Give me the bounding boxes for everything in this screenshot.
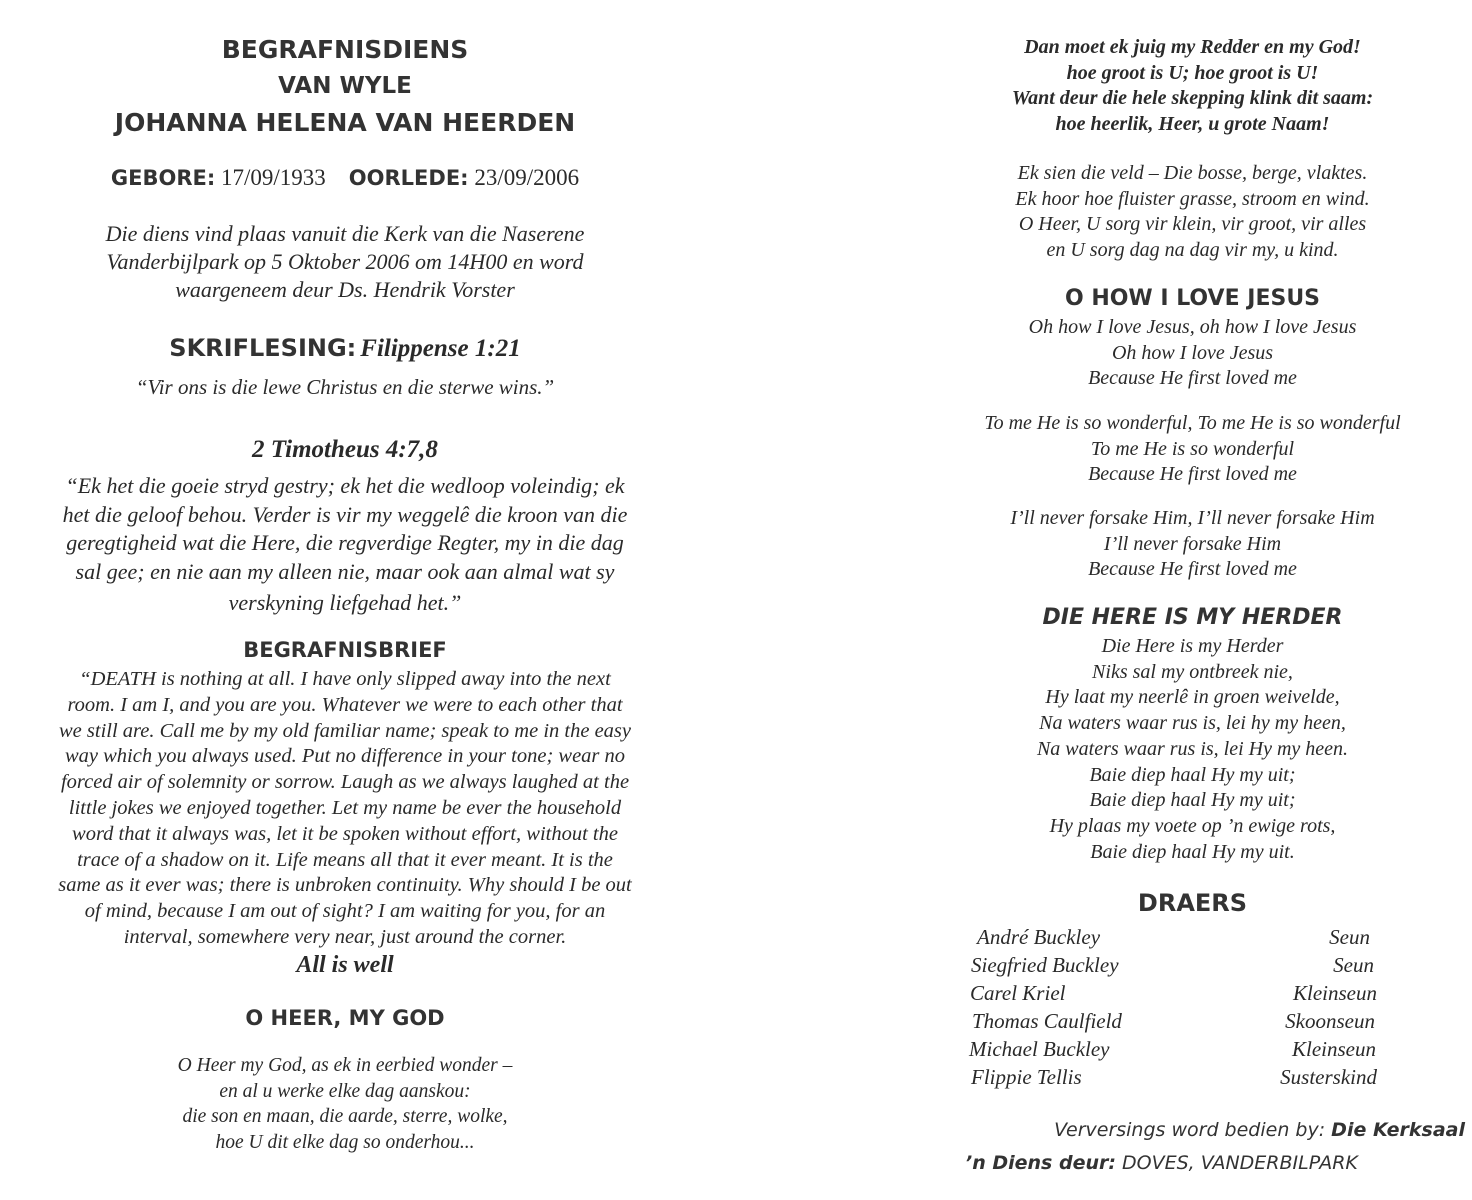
letter-line: little jokes we enjoyed together. Let my name be ever the household: [68, 796, 622, 819]
pallbearer-row: [965, 1037, 1400, 1065]
letter-heading: BEGRAFNISBRIEF: [243, 638, 447, 662]
song-line: Baie diep haal Hy my uit.: [1090, 840, 1295, 863]
song-line: To me He is so wonderful, To me He is so wonderful: [984, 412, 1401, 434]
pallbearer-name: Siegfried Buckley: [971, 953, 1119, 977]
letter-line: interval, somewhere very near, just around the corner.: [123, 925, 567, 948]
song2-stanza-1: [945, 315, 1440, 392]
song-line: I’ll never forsake Him: [1103, 532, 1282, 555]
letter-line: way which you always used. Put no difference in your tone; wear no: [64, 745, 626, 768]
service-intro: [20, 220, 670, 304]
song-line: To me He is so wonderful: [1090, 437, 1295, 460]
letter-line: we still are. Call me by my old familiar name; speak to me in the easy: [59, 719, 631, 742]
hymn-heading: O HEER, MY GOD: [245, 1006, 445, 1030]
scripture-quote-1: “Vir ons is die lewe Christus en die sterwe wins.”: [135, 375, 555, 399]
pallbearer-relation: Seun: [1333, 953, 1374, 977]
quote-line: verskyning liefgehad het.”: [228, 590, 462, 615]
hymn-verse: [20, 1053, 670, 1155]
quote-line: “Ek het die goeie stryd gestry; ek het die wedloop voleindig; ek: [65, 473, 625, 498]
song-line: I’ll never forsake Him, I’ll never forsake Him: [1010, 507, 1375, 529]
pallbearer-row: [965, 1065, 1400, 1093]
intro-line: Die diens vind plaas vanuit die Kerk van die Naserene: [105, 221, 585, 246]
song-line: Die Here is my Herder: [1101, 635, 1284, 657]
born-label: GEBORE:: [110, 166, 216, 190]
song-line: Oh how I love Jesus, oh how I love Jesus: [1028, 316, 1357, 338]
hymn-line: O Heer my God, as ek in eerbied wonder –: [177, 1055, 513, 1076]
service-provider-line: [945, 1152, 1465, 1174]
funeral-letter: [20, 667, 670, 951]
intro-line: Vanderbijlpark op 5 Oktober 2006 om 14H00 en word: [106, 249, 584, 274]
scripture-quote-2: [20, 472, 670, 618]
pallbearer-relation: Kleinseun: [1293, 981, 1377, 1005]
chorus-line: hoe heerlik, Heer, u grote Naam!: [1055, 112, 1330, 135]
pallbearer-relation: Kleinseun: [1292, 1037, 1376, 1061]
pallbearers-heading: DRAERS: [1137, 889, 1248, 917]
pallbearer-relation: Susterskind: [1280, 1065, 1377, 1089]
song2-heading: O HOW I LOVE JESUS: [1064, 286, 1321, 311]
song3-heading: DIE HERE IS MY HERDER: [1042, 605, 1343, 630]
letter-line: of mind, because I am out of sight? I am waiting for you, for an: [84, 900, 606, 923]
hymn-line: die son en maan, die aarde, sterre, wolke,: [182, 1106, 508, 1127]
pallbearer-row: [965, 953, 1400, 981]
letter-line: room. I am I, and you are you. Whatever we were to each other that: [67, 693, 623, 716]
service-provider-label: ’n Diens deur:: [965, 1152, 1116, 1174]
died-label: OORLEDE:: [348, 166, 469, 190]
verse-line: Ek sien die veld – Die bosse, berge, vlaktes.: [1017, 162, 1368, 184]
refreshments-line: [945, 1119, 1465, 1141]
scripture-heading: [20, 334, 670, 363]
hymn-line: hoe U dit elke dag so onderhou...: [215, 1131, 475, 1153]
song-line: Na waters waar rus is, lei Hy my heen.: [1036, 737, 1349, 760]
scripture-ref-2: 2 Timotheus 4:7,8: [252, 436, 438, 463]
dates-line: [20, 165, 670, 191]
song-line: Hy plaas my voete op ’n ewige rots,: [1049, 814, 1336, 837]
pallbearer-name: Flippie Tellis: [971, 1065, 1082, 1089]
pallbearer-name: Michael Buckley: [969, 1037, 1110, 1061]
quote-line: het die geloof behou. Verder is vir my weggelê die kroon van die: [62, 501, 628, 527]
pallbearer-relation: Seun: [1329, 925, 1370, 949]
title-line-1: BEGRAFNISDIENS: [221, 35, 469, 64]
letter-line: trace of a shadow on it. Life means all that it ever meant. It is the: [77, 848, 613, 871]
song-line: Baie diep haal Hy my uit;: [1089, 789, 1296, 812]
intro-line: waargeneem deur Ds. Hendrik Vorster: [175, 277, 515, 302]
song-line: Baie diep haal Hy my uit;: [1089, 763, 1296, 786]
song-line: Hy laat my neerlê in groen weivelde,: [1045, 686, 1340, 709]
song-line: Na waters waar rus is, lei hy my heen,: [1039, 712, 1346, 735]
pallbearer-name: Thomas Caulfield: [972, 1009, 1122, 1033]
song-line: Oh how I love Jesus: [1111, 341, 1274, 364]
scripture-ref-1: Filippense 1:21: [360, 335, 521, 362]
pallbearer-name: Carel Kriel: [970, 981, 1066, 1005]
song2-stanza-3: [945, 506, 1440, 583]
letter-line: “DEATH is nothing at all. I have only slipped away into the next: [79, 668, 611, 690]
service-provider-name: DOVES, VANDERBILPARK: [1122, 1152, 1358, 1174]
verse-line: en U sorg dag na dag vir my, u kind.: [1046, 238, 1339, 261]
pallbearer-relation: Skoonseun: [1285, 1009, 1375, 1033]
pallbearer-row: [965, 925, 1400, 953]
hymn-chorus: [945, 35, 1440, 137]
chorus-line: hoe groot is U; hoe groot is U!: [1066, 61, 1319, 84]
quote-line: geregtigheid wat die Here, die regverdige Regter, my in die dag: [66, 530, 624, 555]
quote-line: sal gee; en nie aan my alleen nie, maar ook aan almal wat sy: [75, 558, 615, 584]
letter-close: All is well: [296, 952, 394, 978]
song-line: Niks sal my ontbreek nie,: [1092, 660, 1293, 683]
song-line: Because He first loved me: [1088, 558, 1297, 580]
letter-line: word that it always was, let it be spoken without effort, without the: [72, 822, 618, 845]
died-date: 23/09/2006: [474, 165, 580, 190]
hymn-line: en al u werke elke dag aanskou:: [219, 1080, 471, 1102]
born-date: 17/09/1933: [221, 165, 326, 190]
song2-stanza-2: [945, 411, 1440, 488]
song-line: Because He first loved me: [1088, 463, 1297, 485]
song-line: Because He first loved me: [1088, 367, 1297, 389]
refreshments-venue: Die Kerksaal: [1331, 1119, 1465, 1141]
letter-line: same as it ever was; there is unbroken continuity. Why should I be out: [58, 874, 632, 897]
scripture-label: SKRIFLESING:: [169, 334, 357, 362]
pallbearer-row: [965, 981, 1400, 1009]
letter-line: forced air of solemnity or sorrow. Laugh as we always laughed at the: [60, 771, 630, 794]
deceased-name: JOHANNA HELENA VAN HEERDEN: [114, 108, 576, 137]
pallbearer-name: André Buckley: [977, 925, 1101, 949]
verse-line: O Heer, U sorg vir klein, vir groot, vir alles: [1018, 213, 1367, 235]
pallbearer-row: [965, 1009, 1400, 1037]
chorus-line: Want deur die hele skepping klink dit saam:: [1011, 87, 1374, 109]
chorus-line: Dan moet ek juig my Redder en my God!: [1024, 36, 1361, 58]
song3-lyrics: [945, 634, 1440, 865]
refreshments-label: Verversings word bedien by:: [1054, 1119, 1326, 1141]
verse-line: Ek hoor hoe fluister grasse, stroom en wind.: [1015, 187, 1370, 210]
title-line-2: VAN WYLE: [278, 73, 412, 99]
hymn-verse-2: [945, 161, 1440, 263]
